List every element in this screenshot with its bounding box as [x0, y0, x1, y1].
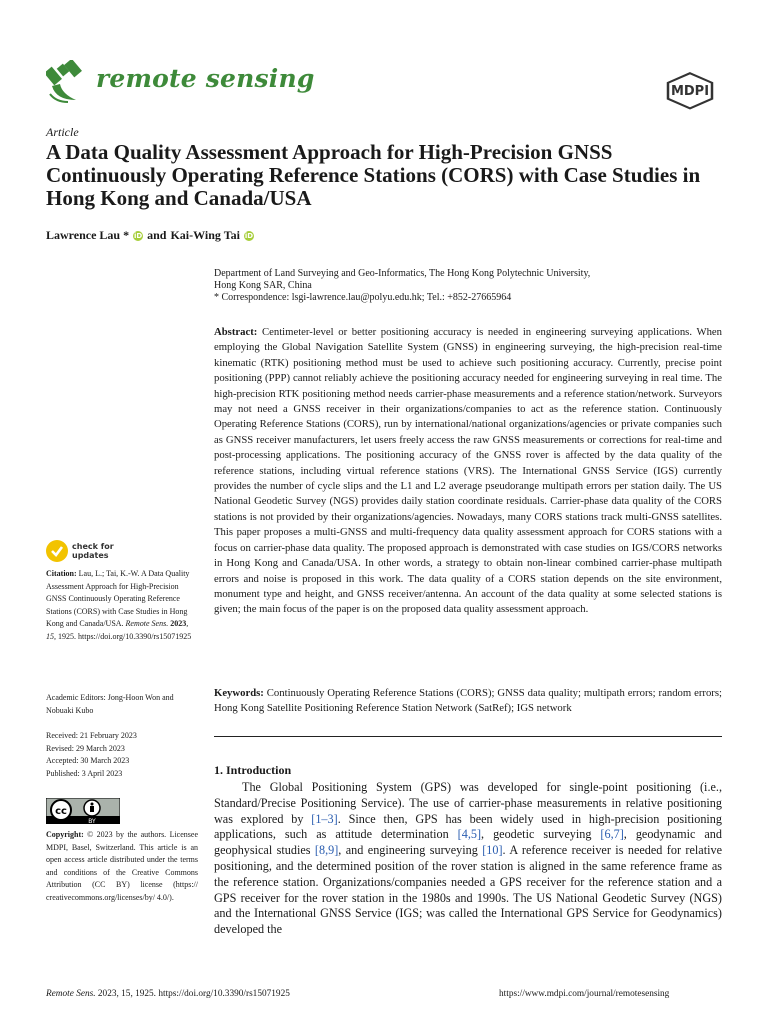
abstract-text: Centimeter-level or better positioning accuracy is needed in engineering surveying applications. When employing the Global Navigation Satellite System (GNSS) in engineering surveying, the high-precision real-time kinematic (RTK) positioning method must be used to achieve such positioning accuracy. Currently, precise point positioning (PPP) cannot reliably achieve the positioning accuracy needed for engineering surveying in real time. The high-precision RTK positioning method needs carrier-phase measurements and a reference station/network. Surveyors may not need a GNSS receiver in their organizations/companies to act as the reference station. Continuously Operating Reference Stations (CORS), run by international/national organizations/agencies or private companies such as GNSS receiver manufacturers, let users freely access the raw GNSS measurements or corrections for real-time and post-processing applications. The positioning accuracy of the GNSS rover is affected by the data quality of the reference stations, including virtual reference stations (VRS). The International GNSS Service (IGS) currently provides the number of cycle slips and the L1 and L2 average pseudorange multipath errors per station daily. The US National Geodetic Survey (NGS) provides daily station coordinate residuals. Carrier-phase data quality of the CORS stations is not provided by their organizations/agencies. Nowadays, many CORS stations track multi-GNSS satellites. This paper proposes a multi-GNSS and multi-frequency data quality assessment approach for CORS stations with a focus on carrier-phase data quality. The proposed approach is demonstrated with case studies on IGS/CORS networks in Hong Kong and Canada/USA. In other words, a strategy to obtain non-linear combined carrier-phase multipath errors and noise is proposed in this work. The data quality of a CORS station depends on the site environment, monument type and height, and GNSS receiver/antenna. An account of the data quality at some selected stations is given; the main focus of the paper is on the proposed data quality assessment approach.	[214, 326, 722, 616]
orcid-icon[interactable]: iD	[134, 231, 143, 240]
body-text: , geodetic surveying	[481, 827, 601, 842]
section-heading: 1. Introduction	[214, 763, 292, 777]
author-name[interactable]: Kai-Wing Tai	[170, 228, 240, 242]
reference-link[interactable]: [4,5]	[457, 827, 482, 842]
body-text: . Since then, GPS has been widely used in high-precision positioning applications, such as attitude determination	[214, 811, 722, 842]
affiliation-line: Department of Land Surveying and Geo-Informatics, The Hong Kong Polytechnic University,	[214, 268, 591, 279]
cc-by-license-icon[interactable]	[46, 798, 120, 824]
article-type: Article	[46, 125, 79, 139]
date-received: Received: 21 February 2023	[46, 731, 137, 740]
body-text: , geodynamic and geophysical studies	[214, 827, 722, 858]
check-updates-line: updates	[72, 551, 109, 560]
check-for-updates-button[interactable]	[46, 540, 114, 562]
date-published: Published: 3 April 2023	[46, 768, 123, 778]
footer-citation	[46, 989, 290, 999]
section-divider	[214, 736, 722, 737]
check-updates-line: check for	[72, 542, 114, 551]
journal-satellite-logo-icon	[46, 60, 86, 104]
date-accepted: Accepted: 30 March 2023	[46, 756, 130, 766]
citation-doi[interactable]: 1925. https://doi.org/10.3390/rs15071925	[56, 631, 192, 641]
affiliation-line: Hong Kong SAR, China	[214, 280, 312, 291]
reference-link[interactable]: [1–3]	[311, 811, 338, 826]
orcid-icon[interactable]: iD	[244, 231, 254, 240]
reference-link[interactable]: [8,9]	[314, 843, 339, 858]
cc-label: cc	[55, 806, 67, 817]
by-label: BY	[88, 818, 96, 824]
citation-block	[46, 568, 198, 644]
introduction-paragraph	[214, 780, 722, 938]
author-name[interactable]: Lawrence Lau *	[46, 228, 130, 242]
affiliation-block	[214, 268, 734, 304]
check-updates-icon	[46, 540, 68, 562]
footer-journal: Remote Sens.	[46, 989, 96, 999]
body-text: . A reference receiver is needed for relative positioning, and the determined position of the rover station is aligned in the same reference frame as the reference station. Organizations/companies needed a GPS receiver for the reference station and a GPS receiver for the rover station in the 1980s and 1990s. The US National Geodetic Survey (NGS) and the International GNSS Service (IGS; was called the International GPS Service for Geodynamics) developed the	[214, 843, 722, 937]
journal-name: remote sensing	[96, 64, 315, 93]
publisher-name: MDPI	[670, 84, 710, 99]
abstract-label: Abstract:	[214, 326, 258, 338]
correspondence: * Correspondence: lsgi-lawrence.lau@polyu.edu.hk; Tel.: +852-27665964	[214, 292, 512, 303]
citation-year: 2023	[168, 619, 187, 629]
body-text: , and engineering surveying	[338, 843, 483, 858]
copyright-label: Copyright:	[46, 830, 84, 839]
copyright-text: © 2023 by the authors. Licensee MDPI, Basel, Switzerland. This article is an open access article distributed under the terms and conditions of the Creative Commons Attribution (CC BY) license (https:// creativecommons.org/licenses/by/ 4.0/).	[46, 830, 198, 902]
keywords-text: Continuously Operating Reference Stations (CORS); GNSS data quality; multipath errors; random errors; Hong Kong Satellite Positioning Reference Station Network (SatRef); IGS network	[214, 687, 722, 715]
citation-label: Citation:	[46, 569, 77, 578]
footer-doi[interactable]: 2023, 15, 1925. https://doi.org/10.3390/rs15071925	[95, 989, 290, 999]
author-list	[46, 228, 254, 243]
copyright-notice	[46, 829, 198, 905]
keywords	[214, 686, 722, 717]
citation-volume: , 15,	[46, 619, 189, 641]
academic-editors: Academic Editors: Jong-Hoon Won and Nobuaki Kubo	[46, 693, 174, 715]
citation-text: Lau, L.; Tai, K.-W. A Data Quality Assessment Approach for High-Precision GNSS Continuously Operating Reference Stations (CORS) with Case Studies in Hong Kong and Canada/USA.	[46, 569, 190, 629]
publication-dates	[46, 730, 198, 780]
reference-link[interactable]: [10]	[482, 843, 503, 858]
keywords-label: Keywords:	[214, 687, 264, 699]
article-title: A Data Quality Assessment Approach for High-Precision GNSS Continuously Operating Reference Stations (CORS) with Case Studies in Hong Kong and Canada/USA	[46, 140, 701, 210]
reference-link[interactable]: [6,7]	[600, 827, 624, 842]
mdpi-logo-icon	[660, 70, 720, 110]
body-text: The Global Positioning System (GPS) was developed for single-point positioning (i.e., Standard/Precise Positioning Service). The use of carrier-phase measurements in relative positioning was explored by	[214, 780, 722, 826]
check-updates-label	[72, 542, 114, 560]
date-revised: Revised: 29 March 2023	[46, 743, 125, 753]
author-conjunction: and	[147, 228, 167, 242]
citation-journal: Remote Sens.	[125, 619, 169, 629]
abstract	[214, 325, 722, 618]
footer-journal-url[interactable]: https://www.mdpi.com/journal/remotesensing	[499, 989, 670, 999]
